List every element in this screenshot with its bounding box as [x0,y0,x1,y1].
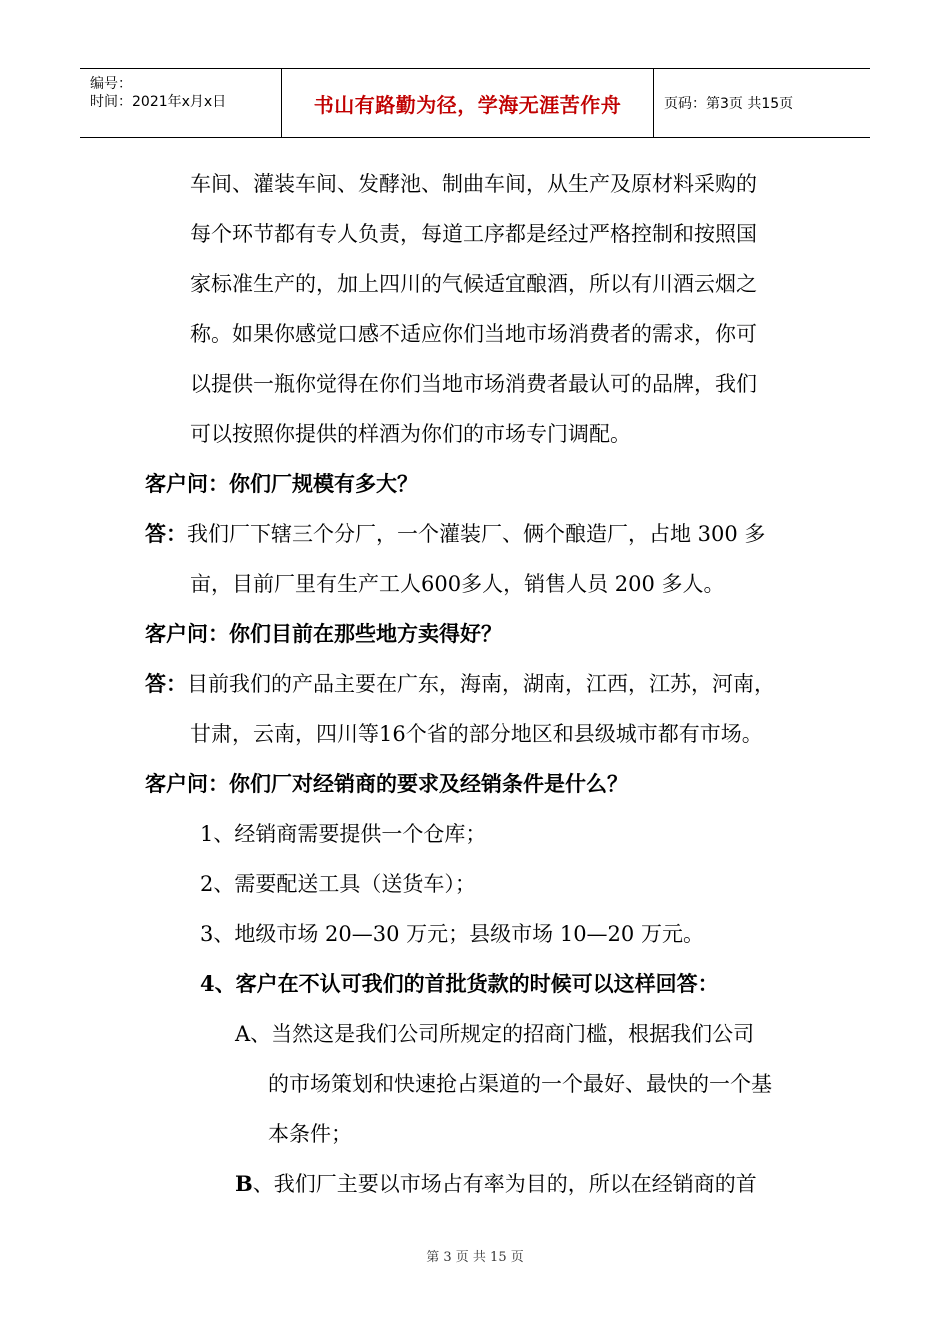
sub-item-label: A [235,1022,251,1046]
paragraph-line: 车间、灌装车间、发酵池、制曲车间，从生产及原材料采购的 [190,172,757,196]
answer-line [145,670,775,698]
paragraph-line: 每个环节都有专人负责，每道工序都是经过严格控制和按照国 [190,222,757,246]
sub-item-label: B [235,1171,253,1196]
answer-text: 我们厂下辖三个分厂，一个灌装厂、俩个酿造厂，占地 300 多 [187,522,766,546]
sub-item-text: 、当然这是我们公司所规定的招商门槛，根据我们公司 [250,1022,755,1046]
answer-label: 答： [145,521,187,546]
list-item: 2、需要配送工具（送货车）； [200,872,476,896]
list-item: 4、客户在不认可我们的首批货款的时候可以这样回答： [200,971,719,996]
sub-item-line: 的市场策划和快速抢占渠道的一个最好、最快的一个基 [268,1072,772,1096]
list-item: 3、地级市场 20—30 万元；县级市场 10—20 万元。 [200,922,704,946]
page-info: 页码：第3页 共15页 [664,96,794,112]
paragraph-line: 可以按照你提供的样酒为你们的市场专门调配。 [190,422,631,446]
code-label: 编号： [90,76,132,92]
paragraph-line: 家标准生产的，加上四川的气候适宜酿酒，所以有川酒云烟之 [190,272,757,296]
answer-label: 答： [145,671,187,696]
sub-item [235,1020,754,1048]
paragraph-line: 以提供一瓶你觉得在你们当地市场消费者最认可的品牌，我们 [190,372,757,396]
sub-item-text: 、我们厂主要以市场占有率为目的，所以在经销商的首 [252,1172,757,1196]
question-heading: 客户问：你们目前在那些地方卖得好？ [145,621,502,646]
sub-item [235,1170,757,1198]
list-item: 1、经销商需要提供一个仓库； [200,822,487,846]
answer-text: 目前我们的产品主要在广东，海南，湖南，江西，江苏，河南， [187,672,775,696]
question-heading: 客户问：你们厂对经销商的要求及经销条件是什么？ [145,771,628,796]
answer-line: 甘肃，云南，四川等16个省的部分地区和县级城市都有市场。 [190,722,763,746]
paragraph-line: 称。如果你感觉口感不适应你们当地市场消费者的需求，你可 [190,322,757,346]
sub-item-line: 本条件； [268,1122,352,1146]
date-label: 时间：2021年x月x日 [90,94,227,110]
question-heading: 客户问：你们厂规模有多大？ [145,471,418,496]
answer-line [145,520,765,548]
motto: 书山有路勤为径，学海无涯苦作舟 [313,92,622,117]
page-footer: 第 3 页 共 15 页 [426,1250,524,1265]
answer-line: 亩，目前厂里有生产工人600多人，销售人员 200 多人。 [190,572,725,596]
